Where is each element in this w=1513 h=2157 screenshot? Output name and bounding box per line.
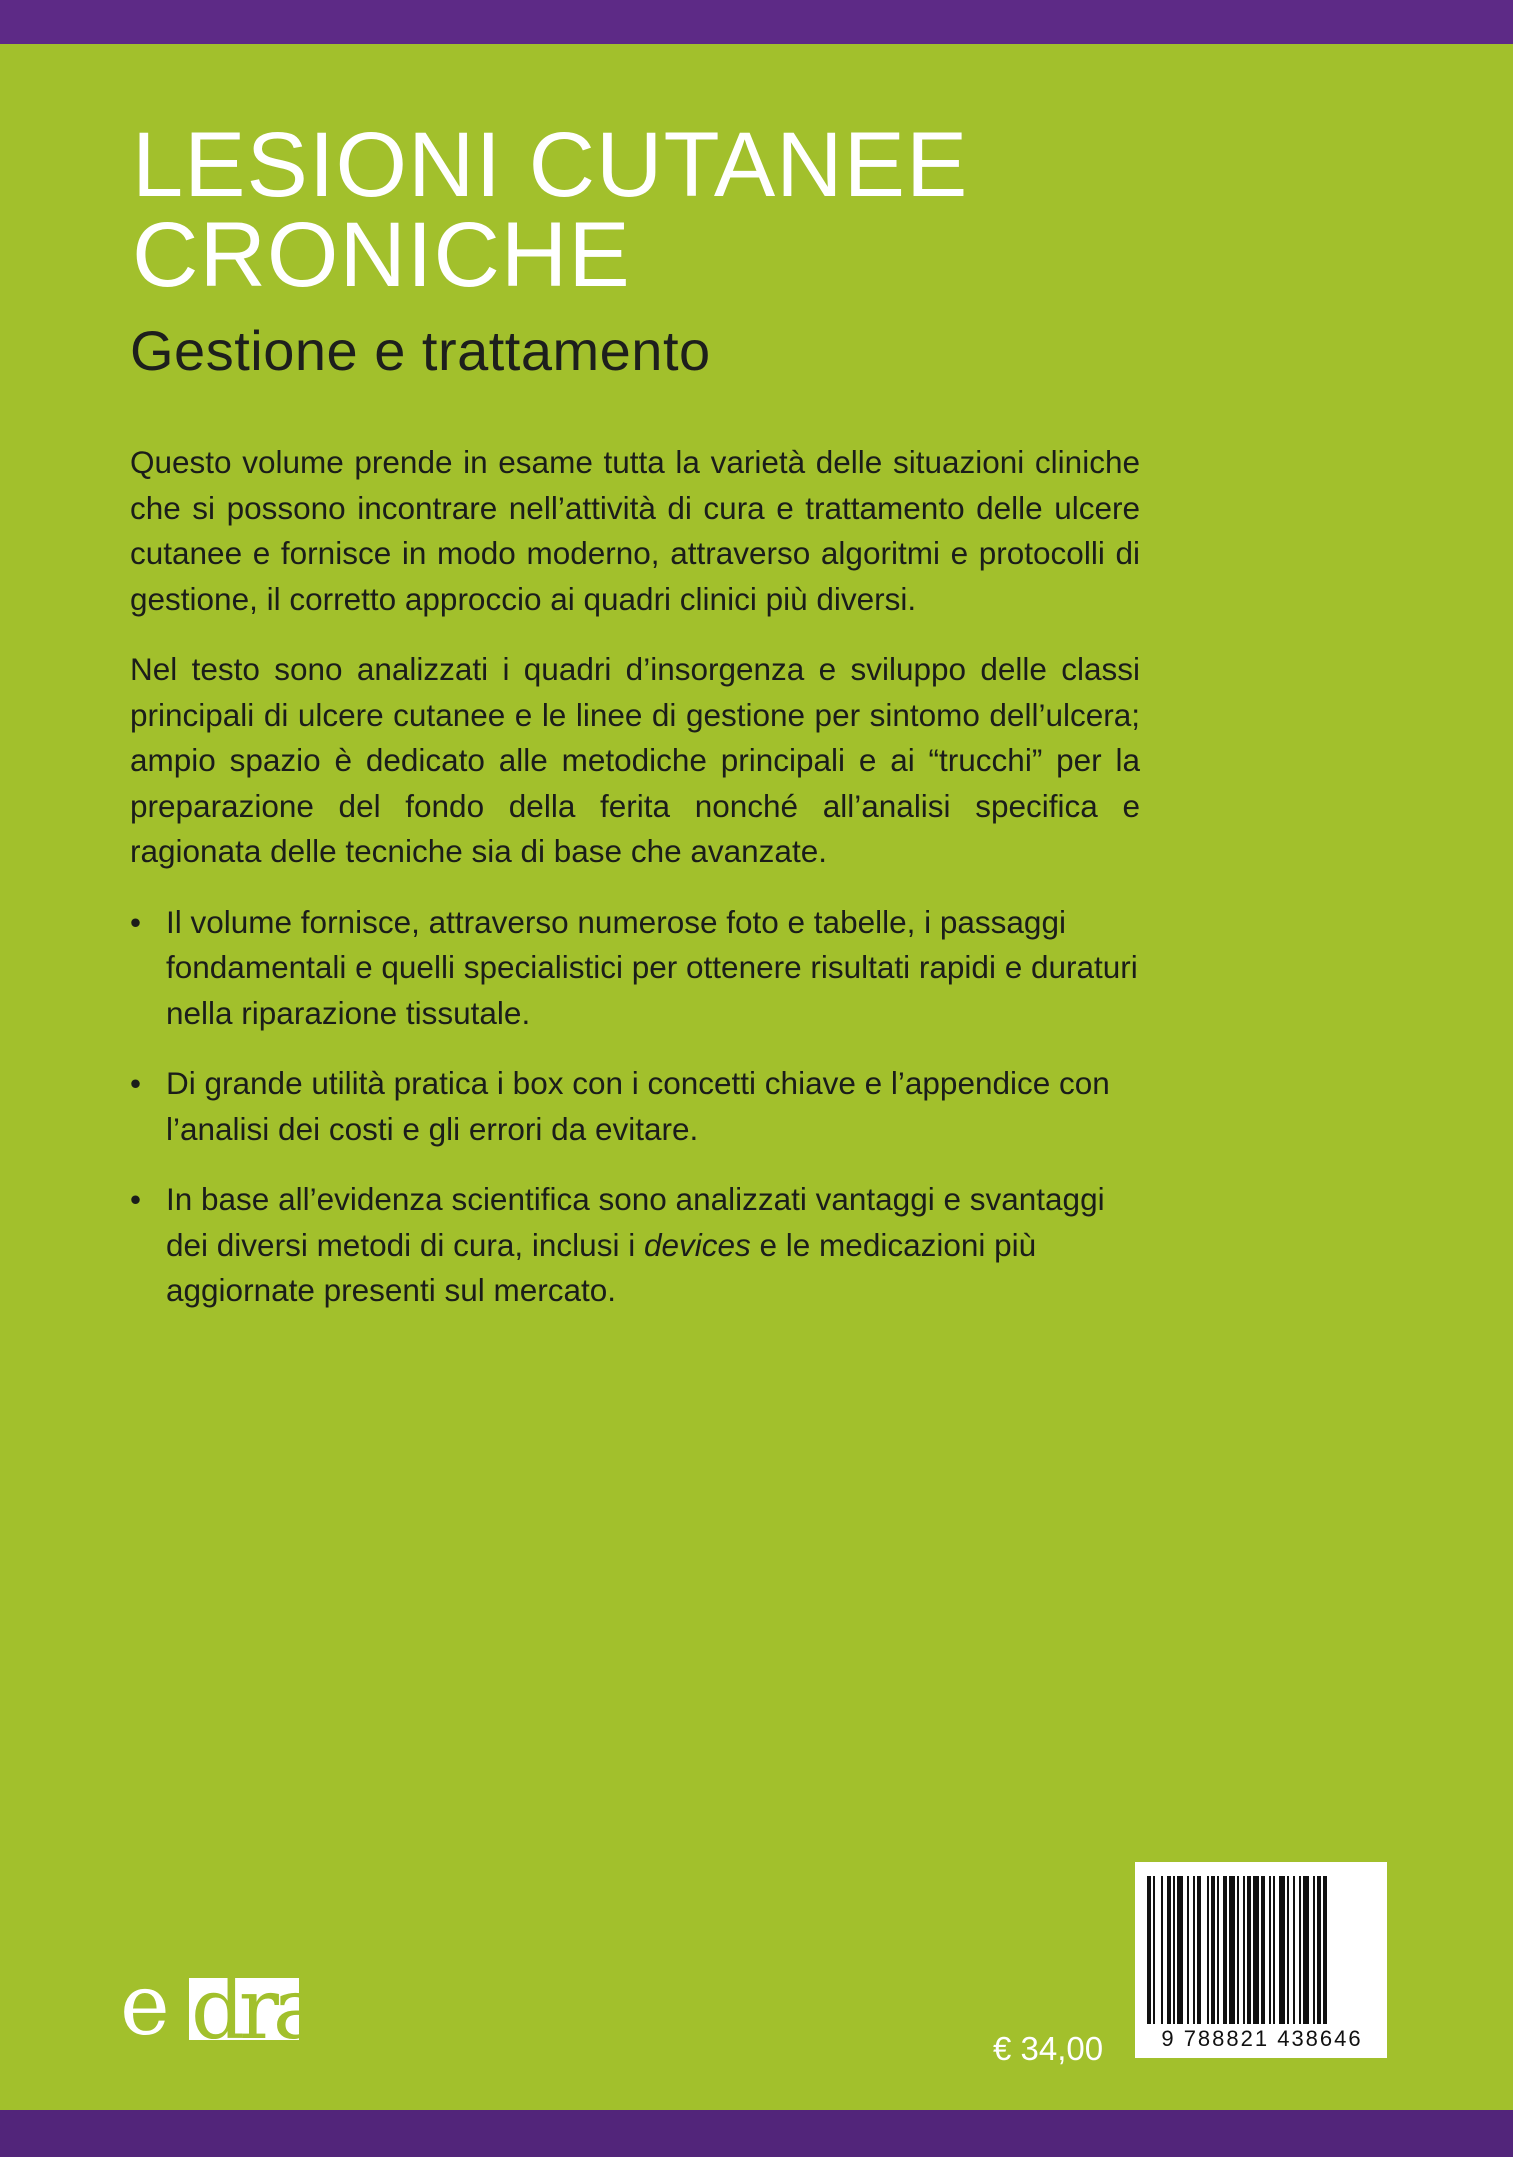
barcode-bar bbox=[1299, 1876, 1301, 2024]
barcode-bar bbox=[1253, 1876, 1259, 2024]
publisher-logo-e: e bbox=[120, 1956, 166, 2054]
book-title bbox=[132, 114, 969, 306]
barcode-bar bbox=[1313, 1876, 1315, 2024]
feature-item-1 bbox=[130, 900, 1140, 1037]
barcode-bar bbox=[1147, 1876, 1151, 2024]
barcode-bar bbox=[1217, 1876, 1219, 2024]
feature-item-2 bbox=[130, 1061, 1140, 1152]
publisher-logo-plate bbox=[189, 1960, 318, 2058]
feature-list bbox=[130, 900, 1140, 1314]
barcode bbox=[1135, 1862, 1387, 2058]
barcode-bar bbox=[1177, 1876, 1183, 2024]
barcode-bar bbox=[1167, 1876, 1171, 2024]
barcode-bar bbox=[1323, 1876, 1327, 2024]
barcode-bar bbox=[1247, 1876, 1251, 2024]
barcode-bar bbox=[1211, 1876, 1215, 2024]
barcode-bar bbox=[1207, 1876, 1209, 2024]
blurb-paragraph-1: Questo volume prende in esame tutta la varietà delle situazioni cliniche che si possono incontrare nell’attività di cura e trattamento delle ulcere cutanee e fornisce in modo moderno, attraverso algoritmi e protocolli di gestione, il corretto approccio ai quadri clinici più diversi. bbox=[130, 444, 1140, 617]
bottom-border bbox=[0, 2110, 1513, 2157]
barcode-bar bbox=[1273, 1876, 1275, 2024]
barcode-bar bbox=[1317, 1876, 1321, 2024]
feature-item-3 bbox=[130, 1177, 1140, 1314]
book-subtitle: Gestione e trattamento bbox=[130, 319, 711, 382]
barcode-bar bbox=[1279, 1876, 1285, 2024]
barcode-bar bbox=[1287, 1876, 1289, 2024]
barcode-bar bbox=[1293, 1876, 1295, 2024]
barcode-bar bbox=[1243, 1876, 1245, 2024]
bullet-icon: • bbox=[130, 1181, 142, 1217]
price-label: € 34,00 bbox=[993, 2030, 1104, 2067]
title-line-1: LESIONI CUTANEE bbox=[132, 114, 969, 216]
barcode-bar bbox=[1223, 1876, 1227, 2024]
barcode-bar bbox=[1173, 1876, 1175, 2024]
barcode-bars bbox=[1147, 1876, 1375, 2024]
isbn-number: 9 788821 438646 bbox=[1161, 2026, 1363, 2051]
bullet-icon: • bbox=[130, 1065, 142, 1101]
barcode-bar bbox=[1229, 1876, 1235, 2024]
barcode-bar bbox=[1153, 1876, 1155, 2024]
barcode-bar bbox=[1197, 1876, 1201, 2024]
barcode-bar bbox=[1237, 1876, 1239, 2024]
barcode-bar bbox=[1161, 1876, 1163, 2024]
title-line-2: CRONICHE bbox=[132, 204, 631, 306]
feature-text-2: Di grande utilità pratica i box con i concetti chiave e l’appendice con l’analisi dei costi e gli errori da evitare. bbox=[166, 1065, 1110, 1147]
barcode-bar bbox=[1261, 1876, 1265, 2024]
feature-text-1: Il volume fornisce, attraverso numerose foto e tabelle, i passaggi fondamentali e quelli specialistici per ottenere risultati rapidi e duraturi nella riparazione tissutale. bbox=[166, 903, 1138, 1031]
publisher-logo bbox=[120, 1950, 166, 2060]
devices-term: devices bbox=[643, 1226, 751, 1263]
feature-text-3: In base all’evidenza scientifica sono analizzati vantaggi e svantaggi dei diversi metodi di cura, inclusi i devices e le medicazioni più aggiornate presenti sul mercato. bbox=[166, 1181, 1105, 1308]
blurb bbox=[130, 440, 1140, 1339]
publisher-logo-dra: dra bbox=[191, 1960, 318, 2058]
blurb-paragraph-2: Nel testo sono analizzati i quadri d’insorgenza e sviluppo delle classi principali di ulcere cutanee e le linee di gestione per sintomo dell’ulcera; ampio spazio è dedicato alle metodiche principali e ai “trucchi” per la preparazione del fondo della ferita nonché all’analisi specifica e ragionata delle tecniche sia di base che avanzate. bbox=[130, 651, 1140, 869]
barcode-bar bbox=[1193, 1876, 1195, 2024]
barcode-bar bbox=[1269, 1876, 1271, 2024]
bullet-icon: • bbox=[130, 903, 142, 940]
barcode-bar bbox=[1187, 1876, 1189, 2024]
barcode-bar bbox=[1303, 1876, 1309, 2024]
